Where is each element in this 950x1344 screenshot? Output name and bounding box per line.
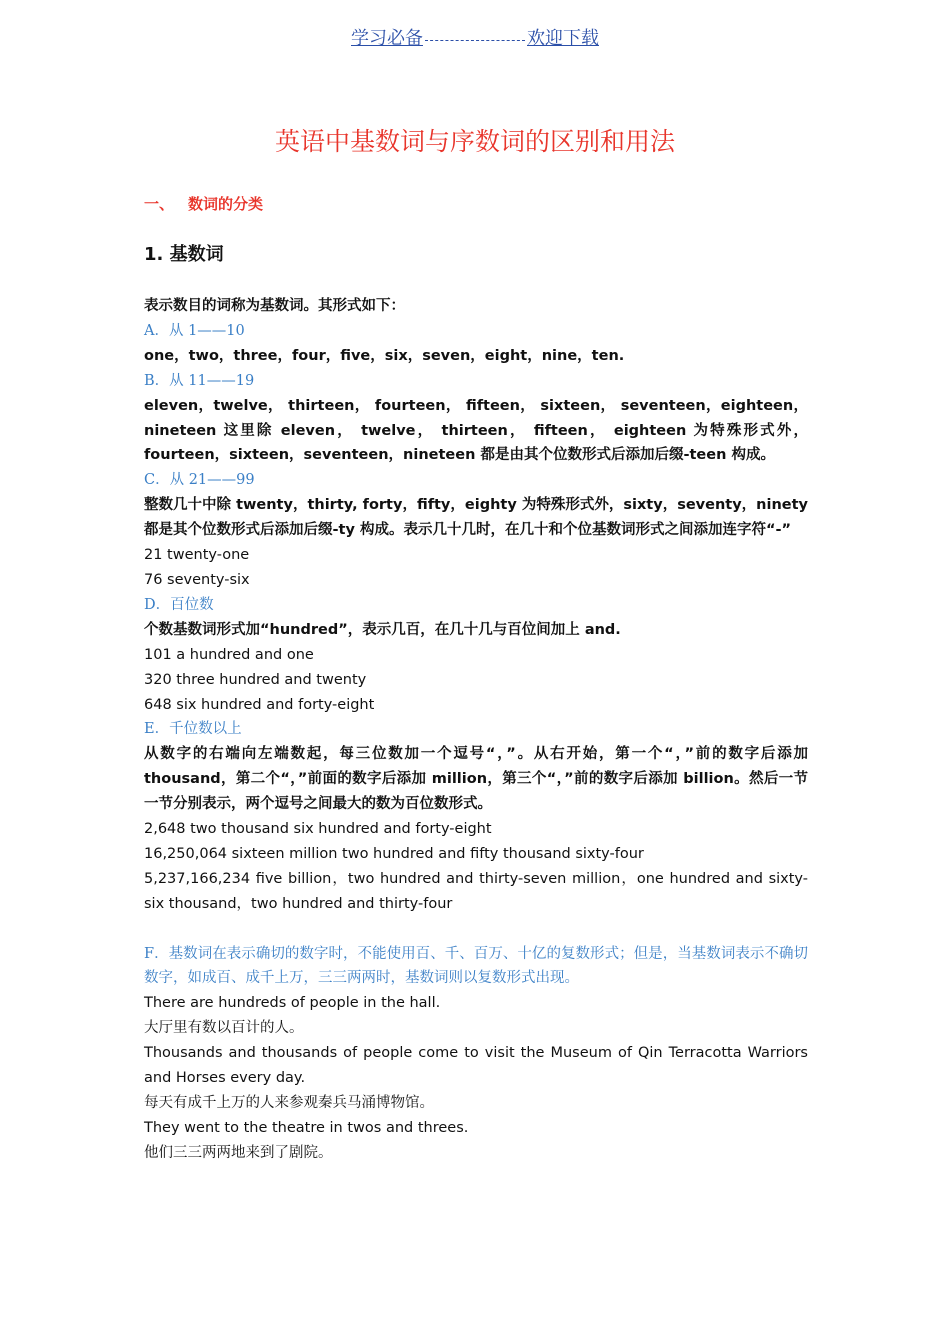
example-line: 648 six hundred and forty-eight (144, 696, 375, 713)
item-d-label: D．百位数 (144, 596, 214, 613)
example-line: 320 three hundred and twenty (144, 671, 367, 688)
document-body (144, 294, 808, 1166)
example-line: 2,648 two thousand six hundred and forty-eight (144, 821, 492, 838)
subheading-cardinal: 1. 基数词 (144, 244, 224, 265)
example-chinese: 他们三三两两地来到了剧院。 (144, 1144, 333, 1161)
item-b-label: B．从 11——19 (144, 372, 255, 389)
section-number: 一、 (144, 195, 175, 213)
example-english: Thousands and thousands of people come to visit the Museum of Qin Terracotta Warriors and Horses every day. (144, 1045, 808, 1087)
page-header (0, 24, 950, 50)
example-line: 101 a hundred and one (144, 646, 314, 663)
header-left-text: 学习必备 (351, 28, 423, 49)
item-d-text: 个数基数词形式加“hundred”，表示几百，在几十几与百位间加上 and. (144, 621, 621, 638)
intro-paragraph: 表示数目的词称为基数词。其形式如下： (144, 298, 405, 314)
example-chinese: 每天有成千上万的人来参观秦兵马涌博物馆。 (144, 1094, 434, 1111)
example-english: There are hundreds of people in the hall. (144, 995, 441, 1012)
section-label: 数词的分类 (188, 195, 264, 213)
header-divider (425, 40, 525, 41)
item-a-text: one，two，three，four，five，six，seven，eight，nine，ten. (144, 347, 625, 364)
item-c-text: 整数几十中除 twenty，thirty, forty，fifty，eighty 为特殊形式外，sixty，seventy，ninety 都是其个位数形式后添加后缀-ty 构成。表示几十几时，在几十和个位基数词形式之间添加连字符“-” (144, 497, 808, 539)
example-english: They went to the theatre in twos and threes. (144, 1119, 469, 1136)
document-title: 英语中基数词与序数词的区别和用法 (274, 127, 675, 156)
item-b-text: eleven，twelve， thirteen， fourteen， fifteen， sixteen， seventeen，eighteen， nineteen 这里除 eleven， twelve， thirteen， fifteen， eighteen 为特殊形式外，fourteen，sixteen，seventeen，nineteen 都是由其个位数形式后添加后缀-teen 构成。 (144, 397, 808, 464)
item-c-label: C．从 21——99 (144, 472, 255, 489)
example-line: 76 seventy-six (144, 571, 250, 588)
item-a-label: A．从 1——10 (144, 322, 245, 339)
item-e-text: 从数字的右端向左端数起，每三位数加一个逗号“，”。从右开始，第一个“，”前的数字后添加 thousand，第二个“，”前面的数字后添加 million，第三个“，”前的数字后添加 billion。然后一节一节分别表示，两个逗号之间最大的数为百位数形式。 (144, 746, 808, 813)
section-heading (144, 193, 808, 214)
example-line: 16,250,064 sixteen million two hundred and fifty thousand sixty-four (144, 845, 644, 862)
example-chinese: 大厅里有数以百计的人。 (144, 1020, 304, 1037)
item-f-text: F．基数词在表示确切的数字时，不能使用百、千、百万、十亿的复数形式；但是，当基数词表示不确切数字，如成百、成千上万，三三两两时，基数词则以复数形式出现。 (144, 945, 808, 987)
example-line: 21 twenty-one (144, 547, 250, 564)
item-e-label: E．千位数以上 (144, 721, 242, 738)
header-right-text: 欢迎下载 (527, 28, 599, 49)
paragraph-spacer (144, 917, 808, 942)
example-line: 5,237,166,234 five billion，two hundred and thirty-seven million，one hundred and sixty-six thousand，two hundred and thirty-four (144, 870, 808, 912)
